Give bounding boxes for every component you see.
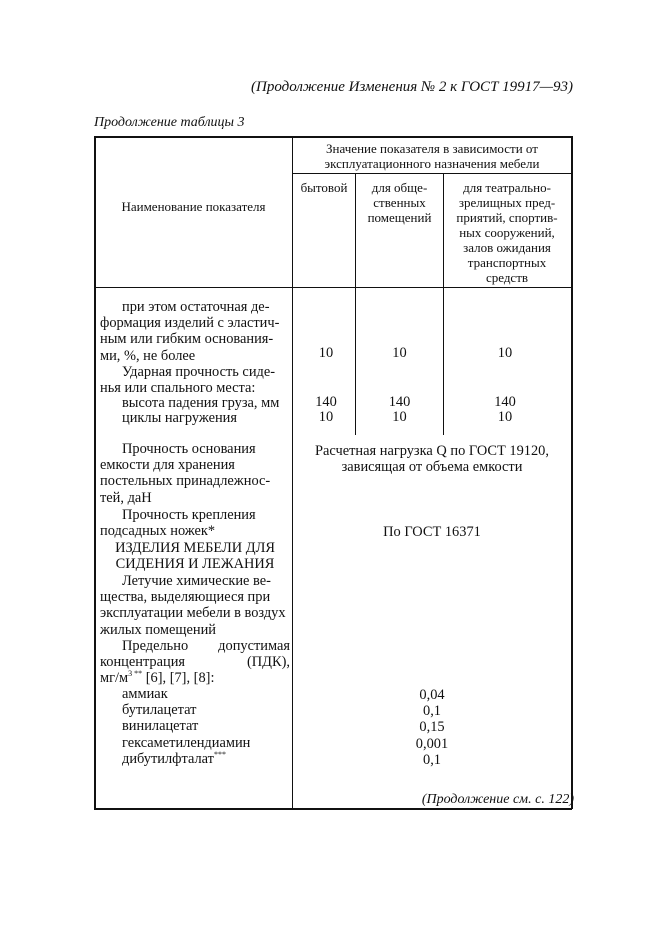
substance-values — [296, 687, 568, 768]
continuation-footer: (Продолжение см. с. 122) — [421, 792, 574, 807]
list-item: винилацетат — [122, 718, 199, 735]
substance-value: 0,1 — [423, 751, 441, 768]
load-cycles-value-public: 10 — [392, 409, 407, 425]
section-title: ИЗДЕЛИЯ МЕБЕЛИ ДЛЯ СИДЕНИЯ И ЛЕЖАНИЯ — [115, 540, 275, 572]
load-cycles-value-theatre: 10 — [497, 409, 513, 425]
row-drop-height-label: высота падения груза, мм — [122, 395, 280, 411]
continuation-header: (Продолжение Изменения № 2 к ГОСТ 19917—93) — [251, 79, 573, 95]
row-deformation-label: при этом остаточная де- формация изделий с эластич- ным или гибким основания- ми, %, не более — [100, 299, 280, 364]
drop-height-value-public: 140 — [388, 394, 411, 410]
group-header: Значение показателя в зависимости от эксплуатационного назначения мебели — [324, 141, 540, 171]
deformation-value-household: 10 — [318, 345, 334, 361]
list-item: дибутилфталат*** — [122, 749, 226, 767]
substance-value: 0,001 — [415, 735, 449, 752]
substance-list — [100, 686, 290, 767]
substance-value: 0,15 — [419, 719, 445, 736]
list-item: гексаметилендиамин — [122, 734, 251, 751]
row-load-cycles-label: циклы нагружения — [122, 410, 238, 426]
row-impact-label: Ударная прочность сиде- нья или спального места: — [100, 364, 276, 397]
list-item: бутилацетат — [122, 702, 197, 719]
column-header-household: бытовой — [300, 180, 348, 195]
column-header-name: Наименование показателя — [121, 199, 266, 214]
drop-height-value-household: 140 — [315, 394, 337, 410]
list-item: аммиак — [122, 686, 168, 702]
deformation-value-public: 10 — [392, 345, 407, 361]
substance-value: 0,1 — [423, 703, 441, 720]
deformation-value-theatre: 10 — [497, 345, 513, 361]
row-volatile-label: Летучие химические ве- щества, выделяющиеся при эксплуатации мебели в воздух жилых помещений — [100, 573, 286, 638]
drop-height-value-theatre: 140 — [494, 394, 516, 410]
row-storage-label: Прочность основания емкости для хранения постельных принадлежнос- тей, даН — [100, 441, 271, 506]
column-header-theatre: для театрально- зрелищных пред- приятий, спортив- ных сооружений, залов ожидания транспортных средств — [456, 180, 558, 285]
load-cycles-value-household: 10 — [318, 409, 334, 425]
column-header-public: для обще- ственных помещений — [367, 180, 432, 225]
row-legs-label: Прочность крепления подсадных ножек* — [100, 507, 256, 540]
table-caption: Продолжение таблицы 3 — [94, 115, 245, 130]
substance-value: 0,04 — [419, 687, 445, 703]
legs-value: По ГОСТ 16371 — [383, 524, 481, 540]
storage-value: Расчетная нагрузка Q по ГОСТ 19120, зависящая от объема емкости — [315, 443, 549, 475]
row-pdk-label: Предельно допустимая концентрация (ПДК), $мг/м^{3 **}$ [6], [7], [8]: — [100, 638, 290, 687]
